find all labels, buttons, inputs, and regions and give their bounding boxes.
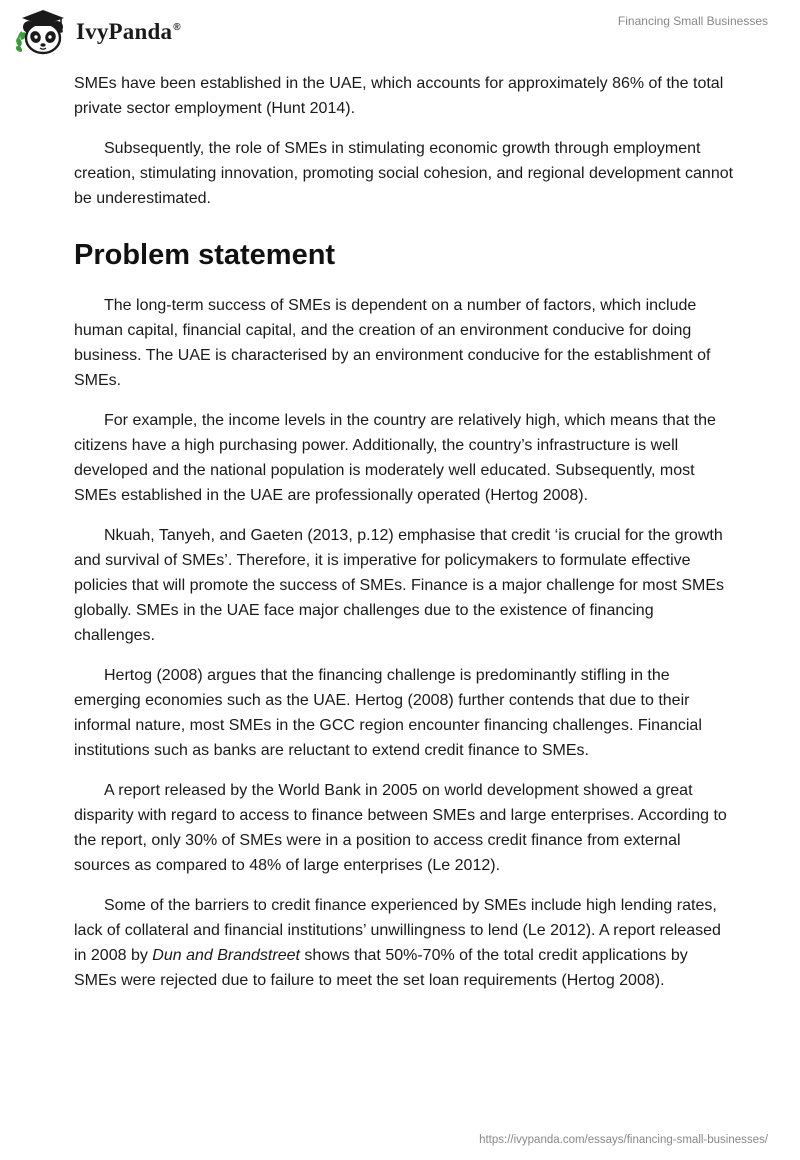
paragraph-text: shows that 50%-70% of the total credit applications by SMEs were rejected due to failure to meet the set loan requirements (Hertog 2008). [74, 947, 688, 989]
ivypanda-logo[interactable] [14, 8, 181, 56]
document-title: Financing Small Businesses [617, 14, 768, 28]
logo-wordmark [76, 19, 181, 45]
paragraph: Subsequently, the role of SMEs in stimulating economic growth through employment creation, stimulating innovation, promoting social cohesion, and regional development cannot be underestimated. [74, 140, 734, 207]
paragraph: SMEs have been established in the UAE, which accounts for approximately 86% of the total private sector employment (Hunt 2014). [74, 75, 724, 117]
panda-graduate-icon [14, 8, 72, 56]
paragraph: A report released by the World Bank in 2005 on world development showed a great disparity with regard to access to finance between SMEs and large enterprises. According to the report, only 30% of SMEs were in a position to access credit finance from external sources as compared to 48% of large enterprises (Le 2012). [74, 782, 727, 874]
logo-name: IvyPanda [76, 19, 173, 44]
paragraph: Nkuah, Tanyeh, and Gaeten (2013, p.12) emphasise that credit ‘is crucial for the growth and survival of SMEs’. Therefore, it is imperative for policymakers to formulate effective policies that will promote the success of SMEs. Finance is a major challenge for most SMEs globally. SMEs in the UAE face major challenges due to the existence of financing challenges. [74, 527, 725, 644]
page-url[interactable]: https://ivypanda.com/essays/financing-small-businesses/ [479, 1134, 768, 1146]
paragraph: Hertog (2008) argues that the financing challenge is predominantly stifling in the emerging economies such as the UAE. Hertog (2008) further contends that due to their informal nature, most SMEs in the GCC region encounter financing challenges. Financial institutions such as banks are reluctant to extend credit finance to SMEs. [74, 667, 702, 759]
paragraph: The long-term success of SMEs is dependent on a number of factors, which include human capital, financial capital, and the creation of an environment conducive for doing business. The UAE is characterised by an environment conducive for the establishment of SMEs. [74, 297, 711, 389]
registered-mark: ® [173, 22, 181, 34]
paragraph-text: Some of the barriers to credit finance experienced by SMEs include high lending rates, lack of collateral and financial institutions’ unwillingness to lend (Le 2012). A report released in 2008 by [74, 897, 721, 964]
page-header [0, 0, 800, 62]
paragraph [74, 893, 734, 993]
paragraph: For example, the income levels in the country are relatively high, which means that the citizens have a high purchasing power. Additionally, the country’s infrastructure is well developed and the national population is moderately well educated. Subsequently, most SMEs established in the UAE are professionally operated (Hertog 2008). [74, 412, 716, 504]
essay-body [74, 71, 734, 1008]
source-name-italic: Dun and Brandstreet [152, 947, 300, 964]
section-heading: Problem statement [74, 239, 336, 271]
